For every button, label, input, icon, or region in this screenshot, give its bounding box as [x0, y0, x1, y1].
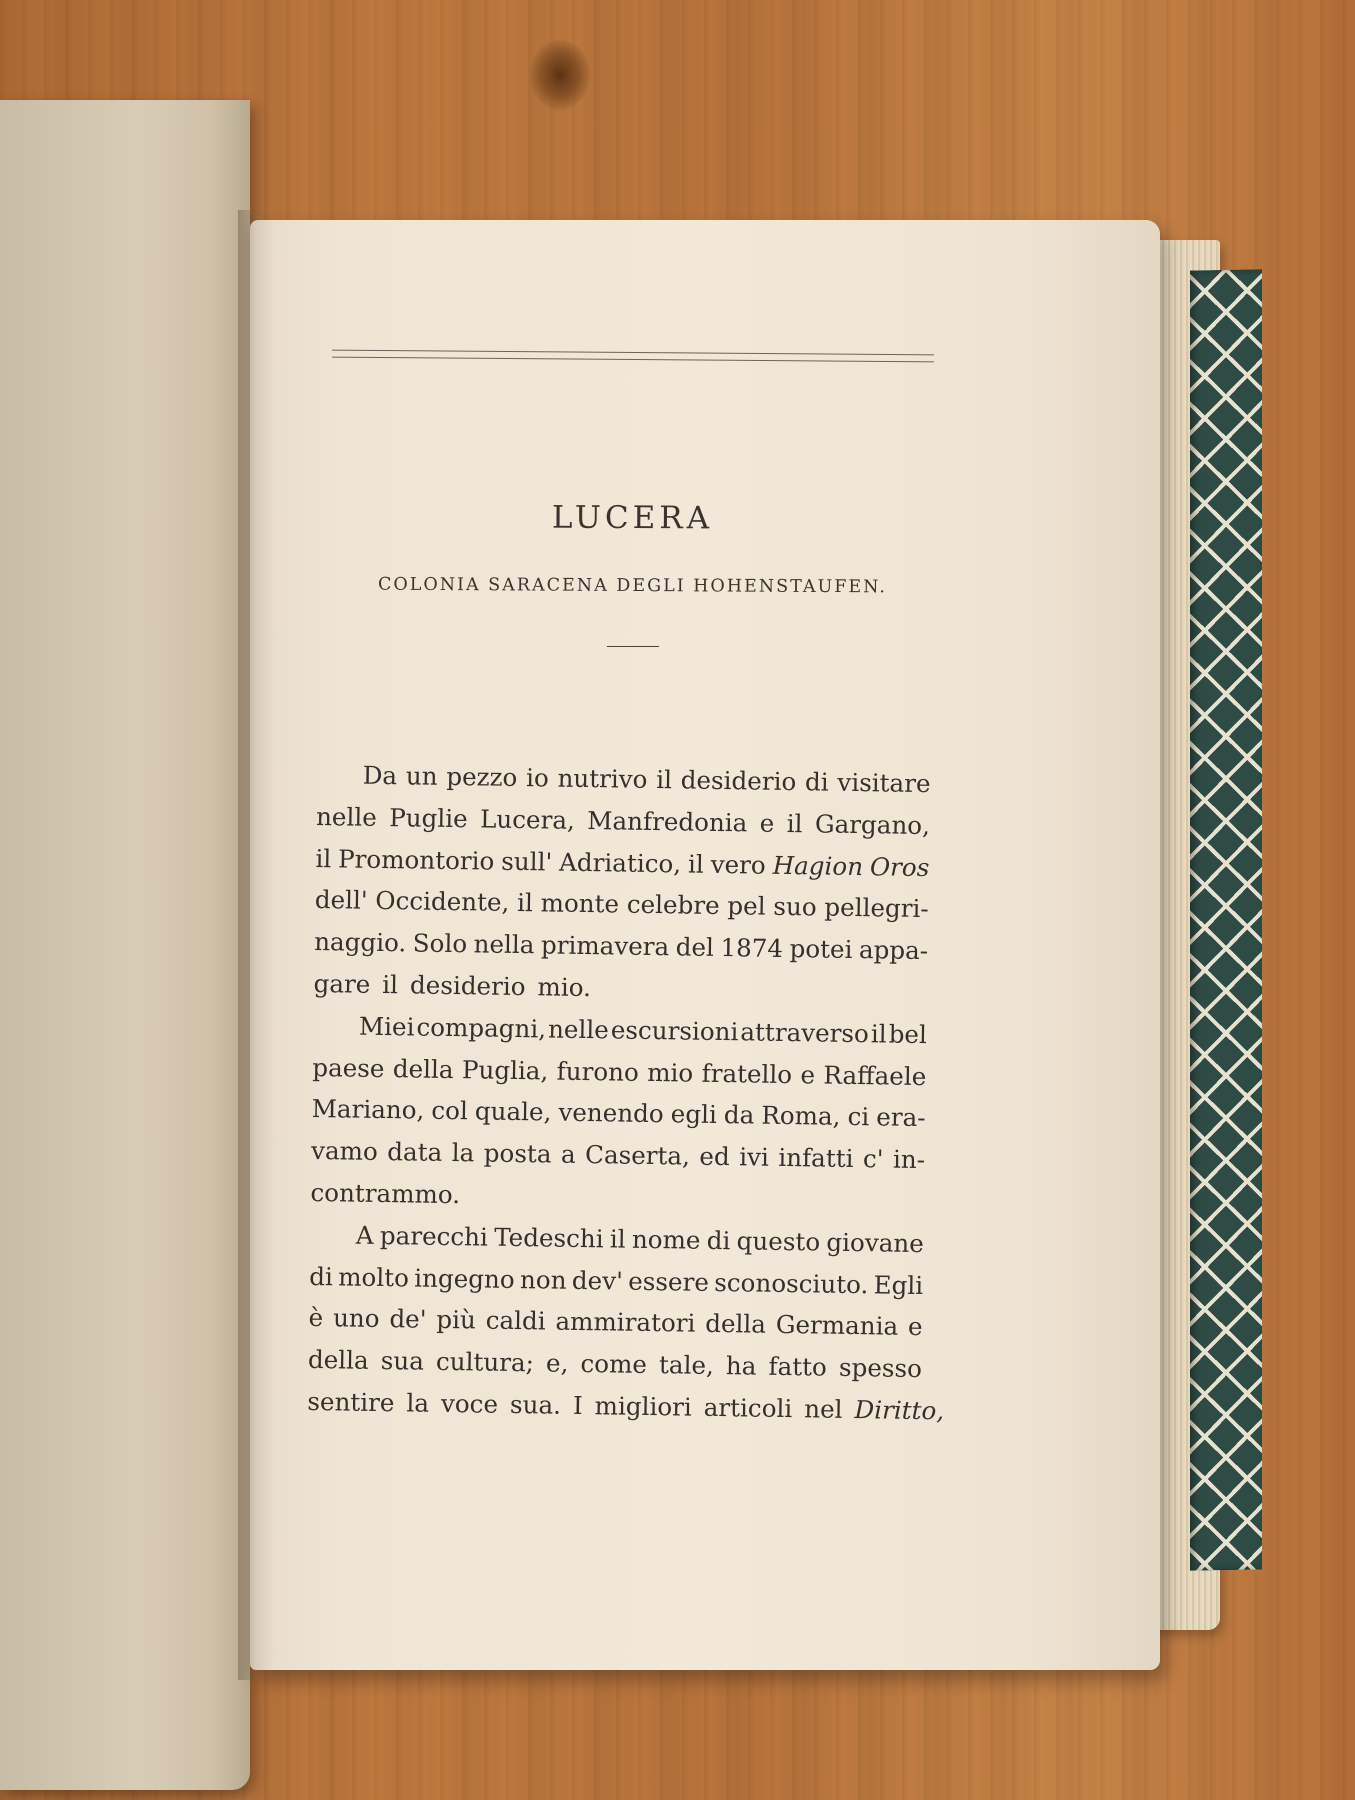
word: Roma,	[761, 1101, 841, 1132]
word: spesso	[838, 1352, 923, 1384]
word: ammiratori	[555, 1306, 696, 1339]
word: e	[800, 1059, 816, 1090]
word: attraverso	[740, 1017, 870, 1048]
word: il	[609, 1224, 626, 1254]
word: la	[451, 1138, 475, 1168]
word: desiderio	[680, 765, 797, 797]
word: questo	[736, 1226, 821, 1257]
word: Da	[362, 760, 398, 791]
word: nelle	[315, 801, 377, 832]
word: Diritto,	[854, 1395, 945, 1426]
word: il	[786, 808, 803, 839]
word: io	[525, 763, 550, 793]
word: bel	[888, 1019, 928, 1049]
word: sconosciuto.	[714, 1267, 869, 1299]
word: Adriatico,	[558, 847, 682, 879]
word: non	[519, 1264, 567, 1295]
word: potei	[789, 934, 853, 965]
body-text	[307, 754, 945, 1432]
word: cultura;	[435, 1346, 535, 1378]
word: Manfredonia	[587, 805, 748, 838]
word: pellegri-	[824, 892, 929, 924]
word: della	[307, 1345, 369, 1375]
word: caldi	[485, 1305, 546, 1336]
word: Gargano,	[814, 809, 931, 840]
word: il	[382, 969, 399, 1000]
word: compagni,	[416, 1012, 547, 1044]
word: ha	[725, 1351, 757, 1381]
word: nella	[473, 929, 535, 960]
word: in-	[892, 1144, 926, 1175]
word: Raffaele	[823, 1060, 927, 1091]
word: e	[907, 1312, 923, 1342]
word: monte	[540, 888, 620, 919]
word: suo	[773, 892, 817, 922]
word: di	[804, 767, 829, 797]
word: nutrivo	[557, 763, 648, 794]
word: I	[572, 1390, 583, 1420]
paragraph	[313, 754, 931, 1014]
word: venendo	[558, 1097, 664, 1129]
word: A	[355, 1220, 374, 1250]
word: contrammo.	[310, 1177, 461, 1210]
word: vero	[710, 849, 766, 880]
chapter-subtitle: COLONIA SARACENA DEGLI HOHENSTAUFEN.	[378, 574, 887, 598]
word: un	[405, 761, 438, 791]
word: sua	[380, 1346, 425, 1376]
word: come	[580, 1349, 648, 1380]
word: molto	[338, 1261, 410, 1292]
word: parecchi	[379, 1220, 489, 1252]
paragraph	[307, 1214, 945, 1432]
word: il	[516, 888, 534, 918]
word: mio.	[537, 972, 592, 1003]
word: della	[392, 1053, 454, 1084]
word: ingegno	[414, 1263, 515, 1294]
word: essere	[628, 1266, 710, 1297]
word: Solo	[412, 928, 468, 959]
paragraph	[310, 1005, 927, 1223]
word: naggio.	[314, 927, 407, 958]
word: voce	[440, 1388, 499, 1419]
book-gutter	[238, 210, 274, 1680]
word: Miei	[358, 1011, 415, 1042]
word: il	[687, 849, 705, 879]
word: è	[308, 1303, 324, 1333]
word: infatti	[778, 1143, 854, 1174]
word: posta	[483, 1138, 552, 1169]
word: mio	[647, 1057, 694, 1088]
chapter-title: LUCERA	[551, 499, 714, 537]
word: ivi	[739, 1142, 770, 1172]
word: primavera	[540, 930, 670, 962]
word: escursioni	[610, 1015, 739, 1047]
word: Oros	[869, 851, 930, 882]
section-divider	[607, 646, 659, 647]
word: migliori	[594, 1391, 692, 1422]
word: di	[309, 1261, 334, 1291]
word: quale,	[474, 1096, 552, 1127]
word: 1874	[720, 933, 784, 964]
word: a	[560, 1139, 576, 1170]
word: Tedeschi	[493, 1222, 604, 1254]
word: era-	[876, 1102, 926, 1133]
word: il	[870, 1019, 887, 1049]
word: paese	[312, 1052, 385, 1083]
word: furono	[556, 1056, 640, 1087]
word: sull'	[501, 846, 553, 877]
word: Hagion	[772, 850, 864, 881]
word: Caserta,	[584, 1140, 691, 1171]
word: de'	[389, 1304, 427, 1335]
word: nelle	[547, 1014, 609, 1045]
word: ed	[699, 1141, 730, 1172]
word: visitare	[837, 767, 931, 799]
word: Mariano,	[311, 1094, 425, 1126]
word: più	[436, 1305, 477, 1335]
word: c'	[862, 1144, 884, 1174]
word: il	[315, 843, 332, 873]
word: e	[759, 808, 775, 838]
word: Occidente,	[375, 886, 510, 918]
word: dell'	[314, 885, 368, 916]
word: egli	[670, 1099, 718, 1130]
word: Lucera,	[479, 804, 576, 835]
word: il	[656, 765, 673, 795]
word: vamo	[310, 1136, 379, 1167]
word: nel	[804, 1394, 843, 1424]
word: sentire	[307, 1386, 395, 1418]
word: pezzo	[446, 761, 518, 792]
word: gare	[313, 968, 371, 999]
word: fratello	[701, 1058, 793, 1089]
word: celebre	[626, 890, 720, 921]
word: Puglia,	[461, 1054, 549, 1086]
word: di	[706, 1225, 731, 1255]
word: tale,	[658, 1350, 715, 1381]
word: fatto	[768, 1351, 828, 1382]
word: nome	[631, 1224, 701, 1255]
word: da	[723, 1100, 755, 1130]
word: data	[387, 1137, 443, 1168]
wood-knot	[530, 40, 590, 110]
word: e,	[545, 1348, 569, 1378]
left-page	[0, 100, 250, 1790]
word: Egli	[873, 1269, 924, 1300]
word: Germania	[775, 1310, 899, 1342]
word: appa-	[858, 935, 929, 966]
word: dev'	[571, 1265, 624, 1296]
word: pel	[727, 891, 766, 922]
word: della	[705, 1309, 767, 1340]
word: uno	[332, 1303, 380, 1334]
word: Promontorio	[337, 843, 495, 876]
word: del	[675, 932, 715, 963]
word: giovane	[826, 1227, 925, 1258]
word: sua.	[509, 1389, 562, 1420]
word: desiderio	[409, 970, 526, 1002]
word: la	[406, 1388, 430, 1418]
word: articoli	[703, 1392, 793, 1424]
book-cover-pattern	[1190, 269, 1262, 1570]
word: Puglie	[389, 802, 468, 834]
word: ci	[847, 1102, 870, 1132]
word: col	[431, 1096, 469, 1126]
